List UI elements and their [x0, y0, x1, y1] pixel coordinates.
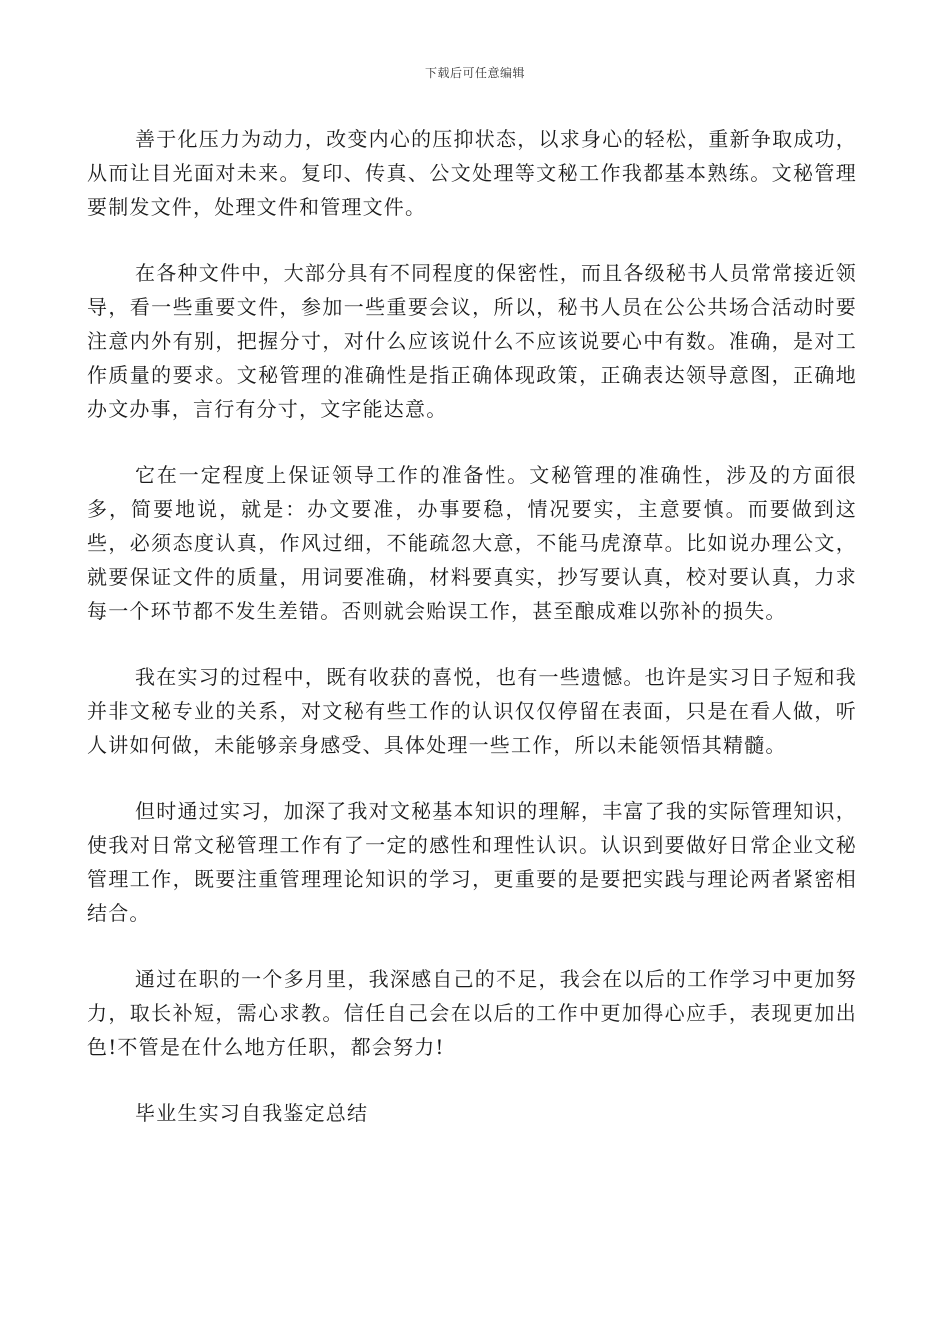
paragraph: 它在一定程度上保证领导工作的准备性。文秘管理的准确性，涉及的方面很多，简要地说，就是：办文要准，办事要稳，情况要实，主意要慎。而要做到这些，必须态度认真，作风过细，不能疏忽大意，不能马虎潦草。比如说办理公文，就要保证文件的质量，用词要准确，材料要真实，抄写要认真，校对要认真，力求每一个环节都不发生差错。否则就会贻误工作，甚至酿成难以弥补的损失。: [87, 463, 857, 623]
section-heading: 毕业生实习自我鉴定总结: [135, 1101, 369, 1125]
paragraph: 我在实习的过程中，既有收获的喜悦，也有一些遗憾。也许是实习日子短和我并非文秘专业的关系，对文秘有些工作的认识仅仅停留在表面，只是在看人做，听人讲如何做，未能够亲身感受、具体处理一些工作，所以未能领悟其精髓。: [87, 665, 857, 757]
paragraph: 但时通过实习，加深了我对文秘基本知识的理解，丰富了我的实际管理知识，使我对日常文秘管理工作有了一定的感性和理性认识。认识到要做好日常企业文秘管理工作，既要注重管理理论知识的学习，更重要的是要把实践与理论两者紧密相结合。: [87, 799, 857, 925]
paragraph: 通过在职的一个多月里，我深感自己的不足，我会在以后的工作学习中更加努力，取长补短，需心求教。信任自己会在以后的工作中更加得心应手，表现更加出色!不管是在什么地方任职，都会努力!: [87, 967, 857, 1059]
page-header-note: 下载后可任意编辑: [424, 66, 525, 80]
paragraph: 在各种文件中，大部分具有不同程度的保密性，而且各级秘书人员常常接近领导，看一些重要文件，参加一些重要会议，所以，秘书人员在公公共场合活动时要注意内外有别，把握分寸，对什么应该说什么不应该说要心中有数。准确，是对工作质量的要求。文秘管理的准确性是指正确体现政策，正确表达领导意图，正确地办文办事，言行有分寸，文字能达意。: [87, 261, 857, 421]
document-body: [87, 122, 857, 1130]
paragraph: 善于化压力为动力，改变内心的压抑状态，以求身心的轻松，重新争取成功，从而让目光面对未来。复印、传真、公文处理等文秘工作我都基本熟练。文秘管理要制发文件，处理文件和管理文件。: [87, 127, 857, 219]
